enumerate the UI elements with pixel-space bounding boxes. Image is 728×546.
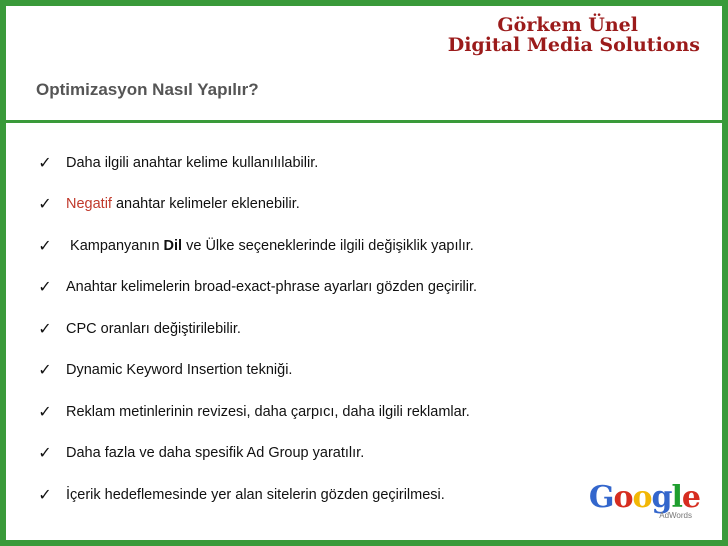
bullet-text: Anahtar kelimelerin broad-exact-phrase ayarları gözden geçirilir. [66, 279, 478, 296]
bullet-text: İçerik hedeflemesinde yer alan sitelerin gözden geçirilmesi. [66, 486, 445, 503]
checkmark-icon: ✓ [38, 486, 52, 504]
logo-letter: l [671, 480, 682, 515]
bullet-text: Reklam metinlerinin revizesi, daha çarpıcı, daha ilgili reklamlar. [66, 403, 470, 420]
checkmark-icon: ✓ [38, 154, 52, 172]
bullet-item [36, 474, 477, 516]
adwords-label: AdWords [659, 511, 692, 520]
title-divider [6, 120, 722, 123]
checkmark-icon: ✓ [38, 362, 52, 380]
checkmark-icon: ✓ [38, 196, 52, 214]
bullet-item [36, 142, 477, 184]
brand-logo [448, 16, 700, 56]
bullet-text: Daha ilgili anahtar kelime kullanılılabilir. [66, 154, 319, 171]
checkmark-icon: ✓ [38, 403, 52, 421]
logo-letter: g [651, 480, 672, 515]
bullet-text: Daha fazla ve daha spesifik Ad Group yaratılır. [66, 445, 365, 462]
checkmark-icon: ✓ [38, 445, 52, 463]
bullet-text-pre: Kampanyanın [66, 237, 164, 254]
slide-title: Optimizasyon Nasıl Yapılır? [36, 80, 259, 99]
bullet-text: anahtar kelimeler eklenebilir. [111, 196, 300, 213]
google-wordmark [588, 480, 700, 515]
checkmark-icon: ✓ [38, 279, 52, 297]
checkmark-icon: ✓ [38, 237, 52, 255]
bullet-item [36, 267, 477, 309]
brand-tagline: Digital Media Solutions [447, 33, 700, 56]
bullet-text: Dynamic Keyword Insertion tekniği. [66, 362, 293, 379]
bullet-bold: Dil [163, 237, 183, 254]
bullet-item [36, 350, 477, 392]
logo-letter: e [681, 480, 700, 515]
bullet-list [36, 142, 477, 516]
google-adwords-logo [588, 480, 700, 520]
bullet-item [36, 391, 477, 433]
bullet-item [36, 308, 477, 350]
bullet-item [36, 225, 477, 267]
brand-name: Görkem Ünel [497, 14, 638, 36]
bullet-text: CPC oranları değiştirilebilir. [66, 320, 241, 337]
checkmark-icon: ✓ [38, 320, 52, 338]
logo-letter: o [632, 480, 652, 515]
bullet-item [36, 184, 477, 226]
logo-letter: o [613, 480, 633, 515]
bullet-highlight: Negatif [66, 196, 112, 213]
logo-letter: G [588, 480, 614, 515]
bullet-item [36, 433, 477, 475]
bullet-text-post: ve Ülke seçeneklerinde ilgili değişiklik yapılır. [182, 237, 474, 254]
